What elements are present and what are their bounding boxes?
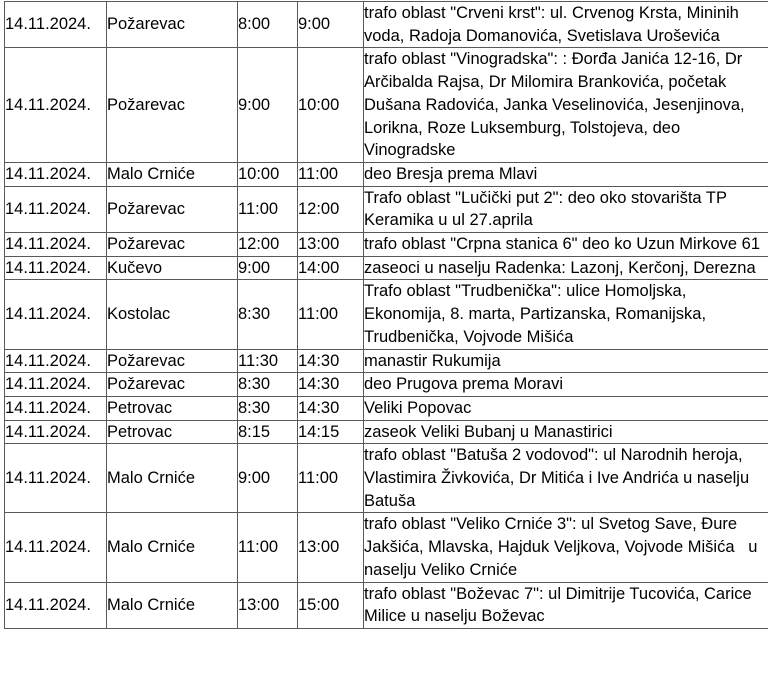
end-time-cell: 14:30 [298,373,364,397]
table-row [5,162,768,186]
start-time-cell: 8:15 [238,420,298,444]
date-cell: 14.11.2024. [5,48,107,163]
municipality-cell: Petrovac [107,420,238,444]
start-time-cell: 8:00 [238,2,298,48]
municipality-cell: Malo Crniće [107,582,238,628]
description-cell: Trafo oblast "Trudbenička": ulice Homoljska, Ekonomija, 8. marta, Partizanska, Romanijska, Trudbenička, Vojvode Mišića [364,280,768,349]
municipality-cell: Požarevac [107,48,238,163]
table-row [5,582,768,628]
end-time-cell: 13:00 [298,513,364,582]
description-cell: trafo oblast "Crveni krst": ul. Crvenog Krsta, Mininih voda, Radoja Domanovića, Svetislava Uroševića [364,2,768,48]
description-cell: manastir Rukumija [364,349,768,373]
start-time-cell: 9:00 [238,256,298,280]
start-time-cell: 13:00 [238,582,298,628]
municipality-cell: Petrovac [107,396,238,420]
start-time-cell: 10:00 [238,162,298,186]
description-cell: Veliki Popovac [364,396,768,420]
start-time-cell: 12:00 [238,233,298,257]
date-cell: 14.11.2024. [5,2,107,48]
table-row [5,396,768,420]
municipality-cell: Požarevac [107,349,238,373]
end-time-cell: 14:30 [298,396,364,420]
outage-schedule-table [4,1,768,629]
end-time-cell: 11:00 [298,444,364,513]
table-row [5,2,768,48]
municipality-cell: Malo Crniće [107,444,238,513]
table-row [5,349,768,373]
description-cell: zaseok Veliki Bubanj u Manastirici [364,420,768,444]
date-cell: 14.11.2024. [5,420,107,444]
description-cell: trafo oblast "Vinogradska": : Đorđa Janića 12-16, Dr Arčibalda Rajsa, Dr Milomira Brankovića, početak Dušana Radovića, Janka Veselinovića, Jesenjinova, Lorikna, Roze Luksemburg, Tolstojeva, deo Vinogradske [364,48,768,163]
table-row [5,280,768,349]
end-time-cell: 9:00 [298,2,364,48]
municipality-cell: Požarevac [107,373,238,397]
date-cell: 14.11.2024. [5,349,107,373]
table-row [5,48,768,163]
table-row [5,233,768,257]
table-row [5,373,768,397]
municipality-cell: Kostolac [107,280,238,349]
date-cell: 14.11.2024. [5,582,107,628]
municipality-cell: Malo Crniće [107,513,238,582]
date-cell: 14.11.2024. [5,256,107,280]
start-time-cell: 11:00 [238,513,298,582]
end-time-cell: 14:00 [298,256,364,280]
start-time-cell: 9:00 [238,444,298,513]
date-cell: 14.11.2024. [5,186,107,232]
municipality-cell: Malo Crniće [107,162,238,186]
end-time-cell: 14:15 [298,420,364,444]
description-cell: trafo oblast "Crpna stanica 6" deo ko Uzun Mirkove 61 [364,233,768,257]
end-time-cell: 10:00 [298,48,364,163]
table-row [5,186,768,232]
end-time-cell: 13:00 [298,233,364,257]
date-cell: 14.11.2024. [5,513,107,582]
date-cell: 14.11.2024. [5,280,107,349]
description-cell: zaseoci u naselju Radenka: Lazonj, Kerčonj, Derezna [364,256,768,280]
start-time-cell: 11:00 [238,186,298,232]
description-cell: deo Prugova prema Moravi [364,373,768,397]
date-cell: 14.11.2024. [5,233,107,257]
table-row [5,444,768,513]
municipality-cell: Kučevo [107,256,238,280]
start-time-cell: 8:30 [238,396,298,420]
table-row [5,256,768,280]
end-time-cell: 15:00 [298,582,364,628]
description-cell: trafo oblast "Batuša 2 vodovod": ul Narodnih heroja, Vlastimira Živkovića, Dr Mitića i Ive Andrića u naselju Batuša [364,444,768,513]
municipality-cell: Požarevac [107,2,238,48]
municipality-cell: Požarevac [107,233,238,257]
date-cell: 14.11.2024. [5,396,107,420]
end-time-cell: 12:00 [298,186,364,232]
table-row [5,420,768,444]
description-cell: Trafo oblast "Lučički put 2": deo oko stovarišta TP Keramika u ul 27.aprila [364,186,768,232]
description-cell: deo Bresja prema Mlavi [364,162,768,186]
start-time-cell: 11:30 [238,349,298,373]
end-time-cell: 14:30 [298,349,364,373]
date-cell: 14.11.2024. [5,444,107,513]
outage-schedule-body [5,2,768,629]
date-cell: 14.11.2024. [5,162,107,186]
description-cell: trafo oblast "Veliko Crniće 3": ul Svetog Save, Đure Jakšića, Mlavska, Hajduk Veljkova, Vojvode Mišića u naselju Veliko Crniće [364,513,768,582]
start-time-cell: 8:30 [238,280,298,349]
municipality-cell: Požarevac [107,186,238,232]
date-cell: 14.11.2024. [5,373,107,397]
start-time-cell: 8:30 [238,373,298,397]
start-time-cell: 9:00 [238,48,298,163]
end-time-cell: 11:00 [298,280,364,349]
description-cell: trafo oblast "Boževac 7": ul Dimitrije Tucovića, Carice Milice u naselju Boževac [364,582,768,628]
end-time-cell: 11:00 [298,162,364,186]
table-row [5,513,768,582]
